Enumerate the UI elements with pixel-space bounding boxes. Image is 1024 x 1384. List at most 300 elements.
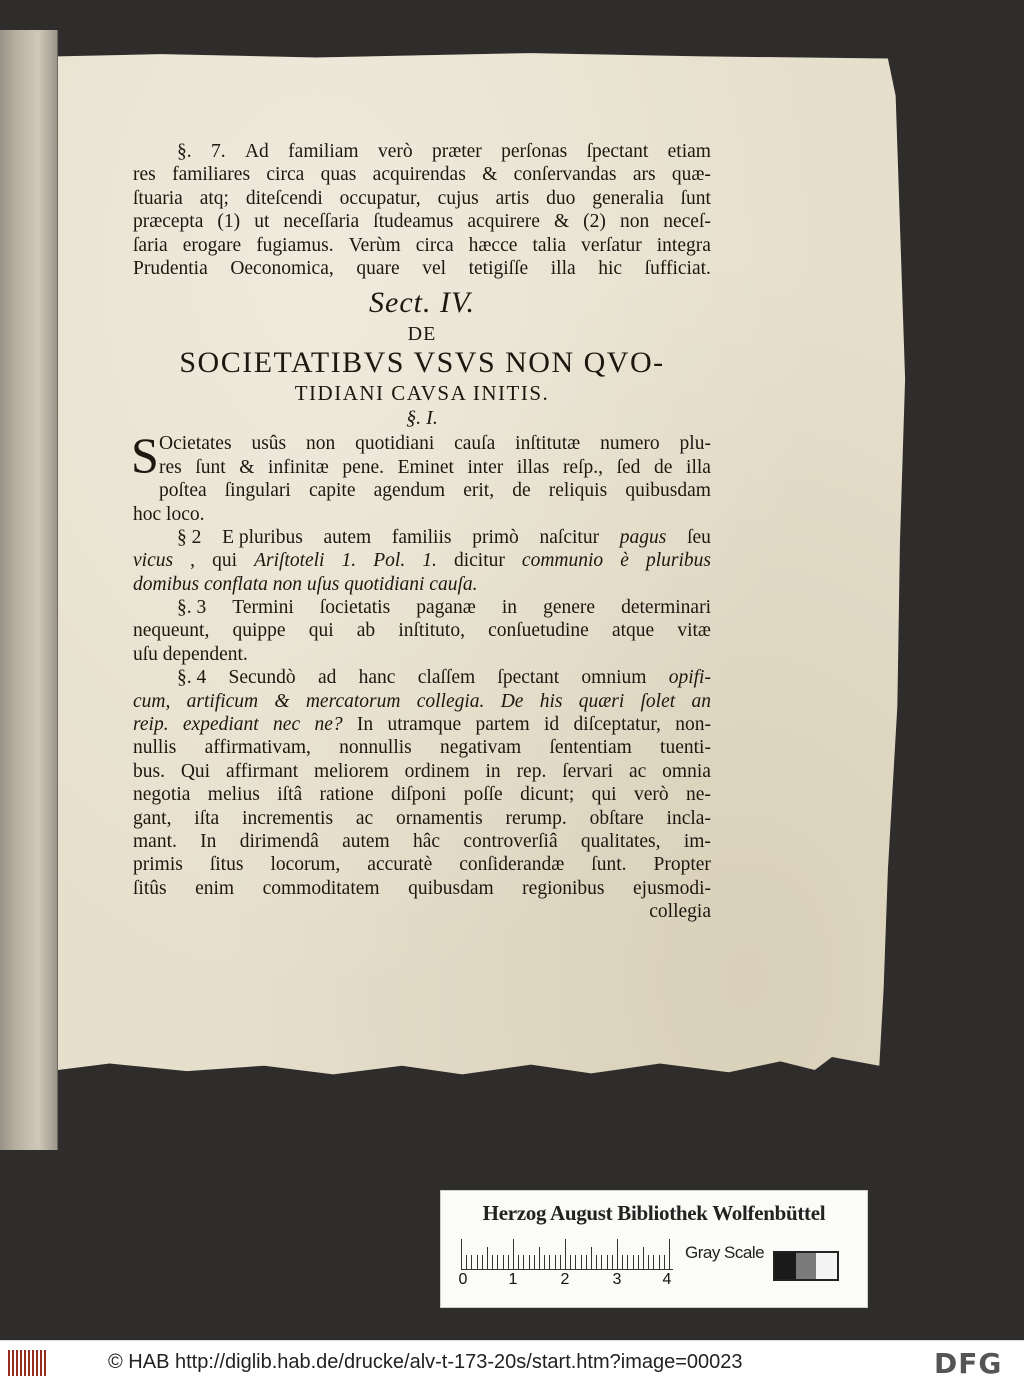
word: quibusdam [408, 877, 494, 899]
drop-cap: S [131, 427, 159, 484]
word: quæri [578, 690, 625, 712]
ruler-number: 1 [508, 1271, 518, 1288]
word: Propter [653, 854, 711, 876]
text-line [133, 830, 711, 853]
word: bus. [133, 760, 165, 782]
word: Eminet [397, 456, 454, 478]
word: De [500, 690, 524, 712]
text-line [133, 526, 711, 549]
word: im- [683, 830, 711, 852]
ruler-tick [466, 1255, 467, 1269]
page-text [133, 140, 711, 924]
text-line [133, 596, 711, 619]
word: quippe [232, 620, 286, 642]
ruler-number: 3 [612, 1271, 622, 1288]
word: In [200, 830, 217, 852]
word: § 2 [177, 526, 202, 548]
word: circa [415, 234, 454, 256]
word: Secundò [228, 667, 296, 689]
word: rerump. [505, 807, 567, 829]
hab-logo-icon [8, 1350, 48, 1376]
word: verò [377, 141, 413, 162]
word: quare [356, 257, 400, 279]
ruler-tick [596, 1255, 597, 1269]
previous-page-edge [0, 30, 58, 1150]
word: qualitates, [580, 830, 661, 852]
word: illa [686, 456, 711, 478]
word: usûs [251, 433, 287, 455]
ruler-tick [633, 1255, 634, 1269]
viewer-footer [0, 1340, 1024, 1384]
word: (2) [583, 211, 606, 233]
word: primis [133, 854, 183, 876]
word: inſtituto, [398, 620, 465, 642]
word: ſententiam [549, 737, 632, 759]
ruler-tick [643, 1247, 644, 1269]
word: ſervari [562, 760, 614, 782]
word: artis [495, 187, 530, 209]
word: dicunt; [520, 784, 575, 806]
ruler-tick [544, 1255, 545, 1269]
ruler-tick [570, 1255, 571, 1269]
ruler-tick [607, 1255, 608, 1269]
word: perſonas [501, 141, 568, 162]
paragraph-7 [133, 140, 711, 280]
word: in [501, 597, 518, 619]
word: res [133, 164, 156, 186]
word: 7. [210, 141, 226, 162]
ruler-tick [664, 1255, 665, 1269]
ruler-tick [555, 1255, 556, 1269]
word: ſeu [687, 526, 711, 548]
word: erogare [182, 234, 242, 256]
word: ſunt. [591, 854, 627, 876]
ruler-tick [581, 1255, 582, 1269]
ruler-tick [669, 1239, 670, 1269]
ruler-tick [612, 1255, 613, 1269]
word: 1. [341, 550, 357, 572]
word: qui [591, 784, 617, 806]
word: ab [356, 620, 376, 642]
word: ſpectant [497, 667, 560, 689]
word: omnium [581, 667, 647, 689]
word: ſitus [209, 854, 244, 876]
word: Ariſtoteli [254, 550, 325, 572]
word: occupatur, [339, 187, 421, 209]
word: naſcitur [539, 526, 600, 548]
word: quæ- [671, 164, 711, 186]
ruler-tick [497, 1255, 498, 1269]
word: mercatorum [305, 690, 401, 712]
word: Qui [180, 760, 211, 782]
word: autem [323, 526, 372, 548]
word: ſunt [680, 187, 711, 209]
word: ſpectant [586, 141, 649, 162]
word: illas [516, 456, 550, 478]
ruler-tick [503, 1255, 504, 1269]
heading-title-line-2: TIDIANI CAVSA INITIS. [294, 381, 550, 406]
word: agendum [373, 480, 446, 502]
paragraph-3-last-line: uſu dependent. [133, 643, 248, 665]
word: ſtuaria [133, 187, 183, 209]
word: ne- [686, 784, 711, 806]
word: gant, [133, 807, 172, 829]
word: nonnullis [339, 737, 412, 759]
ruler-tick [575, 1255, 576, 1269]
text-line [133, 163, 711, 186]
word: cujus [437, 187, 479, 209]
word: infinitæ [268, 456, 329, 478]
text-line [133, 234, 711, 257]
word: §. [177, 141, 192, 162]
text-line [133, 187, 711, 210]
word: duo [546, 187, 576, 209]
word: quas [320, 164, 357, 186]
word: , [190, 550, 196, 572]
word: dicitur [453, 550, 505, 572]
word: ſitûs [133, 877, 167, 899]
word: utramque [387, 714, 462, 736]
word: & [553, 211, 570, 233]
ruler-tick [492, 1255, 493, 1269]
word: Prudentia [133, 257, 208, 279]
word: ratione [319, 784, 374, 806]
word: Oeconomica, [230, 257, 334, 279]
word: mant. [133, 830, 177, 852]
word: §. 4 [177, 667, 207, 689]
word: ſolet [640, 690, 676, 712]
word: acquirere [467, 211, 540, 233]
word: & [239, 456, 255, 478]
gray-scale-label: Gray Scale [685, 1243, 765, 1262]
ruler-tick [539, 1247, 540, 1269]
word: fugiamus. [256, 234, 334, 256]
word: diteſcendi [245, 187, 323, 209]
text-line [159, 432, 711, 455]
ruler-tick [560, 1255, 561, 1269]
word: reſp., [562, 456, 604, 478]
word: etiam [667, 141, 711, 162]
word: Ocietates [159, 433, 232, 455]
word: hâc [413, 830, 441, 852]
word: ordinem [404, 760, 470, 782]
word: ſingulari [224, 480, 291, 502]
word: pene. [342, 456, 384, 478]
word: generalia [592, 187, 664, 209]
text-line [133, 783, 711, 806]
source-link[interactable]: © HAB http://diglib.hab.de/drucke/alv-t-173-20s/start.htm?image=00023 [108, 1351, 743, 1373]
ruler-tick [477, 1255, 478, 1269]
word: inter [467, 456, 504, 478]
word: capite [308, 480, 356, 502]
word: hanc [358, 667, 396, 689]
word: de [512, 480, 531, 502]
paragraph-1 [131, 427, 711, 502]
word: accuratè [367, 854, 433, 876]
section-heading: Sect. IV. [369, 286, 475, 320]
word: diſceptatur, [573, 714, 661, 736]
swatch-light [816, 1253, 837, 1279]
word: præter [431, 141, 482, 162]
word: & [274, 690, 290, 712]
word: E pluribus [222, 526, 303, 548]
word: vicus [133, 550, 174, 572]
word: artificum [186, 690, 259, 712]
paragraph-4 [133, 666, 711, 900]
ruler-tick [523, 1255, 524, 1269]
ruler-tick [591, 1247, 592, 1269]
word: circa [266, 164, 305, 186]
word: familiares [172, 164, 251, 186]
word: paganæ [416, 597, 476, 619]
word: non [306, 433, 336, 455]
word: numero [600, 433, 660, 455]
word: (1) [217, 211, 241, 233]
word: vel [422, 257, 447, 279]
word: reliquis [548, 480, 608, 502]
word: primò [472, 526, 519, 548]
ruler-number: 4 [662, 1271, 672, 1288]
paragraph-1-label: §. I. [406, 407, 438, 430]
text-line [133, 736, 711, 759]
word: talia [532, 234, 567, 256]
swatch-dark [775, 1253, 796, 1279]
word: his [539, 690, 563, 712]
word: meliorem [314, 760, 389, 782]
ruler-tick [586, 1255, 587, 1269]
word: nequeunt, [133, 620, 210, 642]
gray-scale-swatches [773, 1251, 839, 1281]
word: plu- [679, 433, 711, 455]
word: diſponi [391, 784, 447, 806]
word: qui [308, 620, 334, 642]
word: controverſiâ [463, 830, 558, 852]
word: res [159, 456, 182, 478]
library-name: Herzog August Bibliothek Wolfenbüttel [482, 1201, 826, 1225]
word: affirmant [225, 760, 299, 782]
word: omnia [662, 760, 711, 782]
word: non- [675, 714, 711, 736]
word: integra [656, 234, 711, 256]
word: reip. [133, 714, 169, 736]
word: tetigiſſe [468, 257, 529, 279]
word: hæcce [468, 234, 518, 256]
ruler-tick [529, 1255, 530, 1269]
ruler-tick [518, 1255, 519, 1269]
word: atque [611, 620, 655, 642]
catchword: collegia [649, 901, 711, 923]
word: ac [355, 807, 374, 829]
swatch-mid [796, 1253, 817, 1279]
ruler-number: 0 [458, 1271, 468, 1288]
ruler-tick [534, 1255, 535, 1269]
text-line [133, 549, 711, 572]
word: inſtitutæ [515, 433, 581, 455]
word: conſervandas [513, 164, 617, 186]
text-line [133, 666, 711, 689]
word: nullis [133, 737, 177, 759]
word: neceſſaria [283, 211, 360, 233]
word: iſtâ [277, 784, 303, 806]
word: Ad [244, 141, 269, 162]
word: nec [273, 714, 301, 736]
paragraph-1-last-line: hoc loco. [133, 503, 205, 525]
ruler-number: 2 [560, 1271, 570, 1288]
paragraph-2-last-line: domibus conflata non uſus quotidiani cauſa. [133, 573, 478, 595]
ruler-tick [565, 1239, 566, 1269]
word: ſufficiat. [644, 257, 711, 279]
text-line [133, 210, 711, 233]
word: determinari [621, 597, 711, 619]
word: negativam [440, 737, 522, 759]
word: præcepta [133, 211, 204, 233]
word: è [620, 550, 629, 572]
word: ſunt [195, 456, 226, 478]
text-line [133, 713, 711, 736]
word: commoditatem [262, 877, 380, 899]
paragraph-3 [133, 596, 711, 643]
word: partem [475, 714, 530, 736]
word: acquirendas [372, 164, 466, 186]
word: obſtare [589, 807, 644, 829]
text-line [133, 807, 711, 830]
text-line [133, 619, 711, 642]
word: conſuetudine [488, 620, 589, 642]
ruler-tick [653, 1255, 654, 1269]
word: ornamentis [396, 807, 483, 829]
edge-mark [0, 360, 1, 371]
word: §. 3 [177, 597, 207, 619]
text-line [133, 140, 711, 163]
word: Termini [232, 597, 294, 619]
text-line [133, 257, 711, 280]
word: poſtea [159, 480, 207, 502]
ruler-tick [461, 1239, 462, 1269]
word: poſſe [463, 784, 503, 806]
word: ac [628, 760, 647, 782]
ruler-tick [659, 1255, 660, 1269]
word: pluribus [645, 550, 711, 572]
word: melius [207, 784, 260, 806]
word: dirimendâ [239, 830, 319, 852]
word: verſatur [581, 234, 642, 256]
word: ut [254, 211, 270, 233]
ruler-baseline [461, 1269, 673, 1270]
word: de [654, 456, 673, 478]
dfg-logo: DFG [934, 1347, 1003, 1380]
word: Pol. [373, 550, 406, 572]
word: ſtudeamus [373, 211, 454, 233]
word: communio [521, 550, 604, 572]
word: genere [543, 597, 596, 619]
word: atq; [199, 187, 229, 209]
word: ars [632, 164, 656, 186]
text-line [159, 479, 711, 502]
text-line [133, 760, 711, 783]
word: qui [212, 550, 237, 572]
word: neceſ- [663, 211, 711, 233]
word: cauſa [454, 433, 496, 455]
word: locorum, [270, 854, 341, 876]
word: claſſem [417, 667, 476, 689]
ruler-tick [482, 1255, 483, 1269]
ruler-tick [638, 1255, 639, 1269]
word: cum, [133, 690, 171, 712]
text-line [133, 690, 711, 713]
word: ne? [314, 714, 343, 736]
word: ſocietatis [319, 597, 391, 619]
word: In [356, 714, 374, 736]
word: an [691, 690, 711, 712]
heading-title-line-1: SOCIETATIBVS VSVS NON QVO- [179, 346, 665, 380]
word: iſta [194, 807, 220, 829]
text-line [133, 853, 711, 876]
word: Verùm [348, 234, 401, 256]
word: 1. [422, 550, 437, 572]
word: autem [342, 830, 390, 852]
text-line [159, 456, 711, 479]
ruler-tick [617, 1239, 618, 1269]
ruler-tick [601, 1255, 602, 1269]
library-color-chart-label [440, 1190, 868, 1308]
word: incrementis [242, 807, 334, 829]
word: illa [550, 257, 576, 279]
word: verò [633, 784, 669, 806]
ruler-tick [487, 1247, 488, 1269]
word: pagus [619, 526, 667, 548]
word: collegia. [416, 690, 485, 712]
word: familiis [391, 526, 452, 548]
word: incla- [666, 807, 711, 829]
word: negotia [133, 784, 191, 806]
word: enim [195, 877, 235, 899]
word: familiam [288, 141, 359, 162]
word: id [543, 714, 560, 736]
word: ejusmodi- [633, 877, 711, 899]
word: vitæ [677, 620, 711, 642]
text-line [133, 877, 711, 900]
word: regionibus [522, 877, 605, 899]
word: ſaria [133, 234, 168, 256]
word: hic [598, 257, 623, 279]
paragraph-2 [133, 526, 711, 573]
word: affirmativam, [204, 737, 311, 759]
edge-mark [0, 70, 1, 81]
word: non [619, 211, 650, 233]
word: opifi- [668, 667, 711, 689]
ruler-tick [648, 1255, 649, 1269]
word: quotidiani [355, 433, 435, 455]
word: tuenti- [660, 737, 711, 759]
ruler-tick [508, 1255, 509, 1269]
word: conſiderandæ [459, 854, 565, 876]
word: ad [317, 667, 337, 689]
word: expediant [182, 714, 259, 736]
ruler-tick [471, 1255, 472, 1269]
ruler-tick [549, 1255, 550, 1269]
ruler-tick [513, 1239, 514, 1269]
heading-de: DE [407, 323, 437, 346]
ruler [461, 1239, 673, 1271]
word: in [485, 760, 501, 782]
word: rep. [516, 760, 547, 782]
word: ſed [616, 456, 641, 478]
ruler-tick [627, 1255, 628, 1269]
word: erit, [463, 480, 495, 502]
word: quibusdam [625, 480, 711, 502]
ruler-tick [622, 1255, 623, 1269]
word: & [482, 164, 498, 186]
